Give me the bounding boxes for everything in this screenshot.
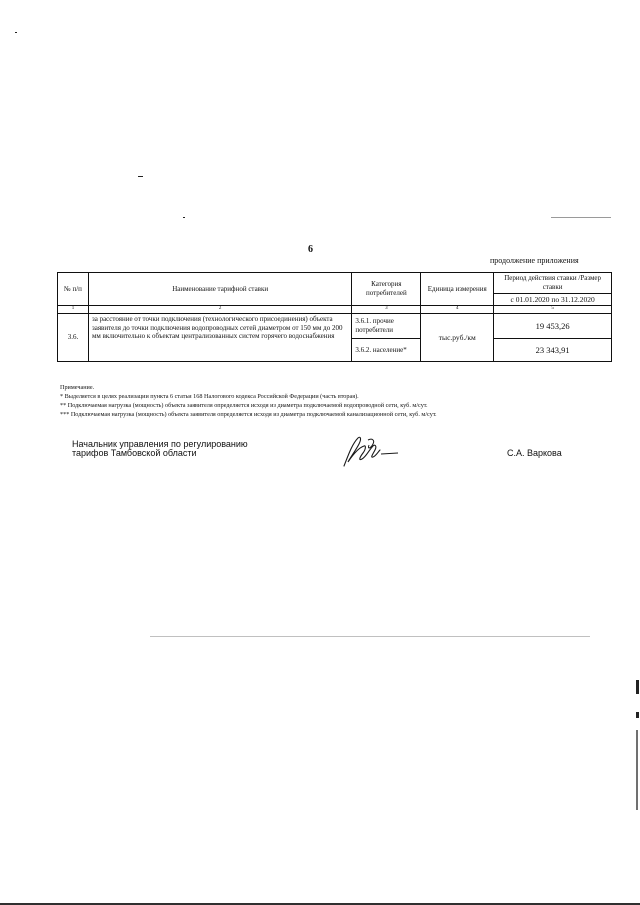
index-cell: 2	[88, 305, 351, 313]
scan-speck	[138, 176, 143, 177]
header-name: Наименование тарифной ставки	[88, 273, 351, 306]
row-num: 3.6.	[58, 313, 89, 361]
note-item: * Выделяется в целях реализации пункта 6 статьи 168 Налогового кодекса Российской Федерации (часть вторая).	[60, 393, 359, 400]
index-cell: 4	[421, 305, 494, 313]
signer-title-line1: Начальник управления по регулированию	[72, 439, 248, 449]
note-item: ** Подключаемая нагрузка (мощность) объекта заявителя определяется исходя из диаметра подключаемой водопроводной сети, куб. м/сут.	[60, 402, 428, 409]
notes-block	[60, 383, 437, 419]
table-row	[58, 313, 612, 338]
row-category-2: 3.6.2. население*	[352, 338, 421, 361]
row-value-1: 19 453,26	[494, 313, 612, 338]
signer-name: С.А. Варкова	[507, 448, 562, 458]
header-num: № п/п	[58, 273, 89, 306]
header-unit: Единица измерения	[421, 273, 494, 306]
notes-title: Примечание.	[60, 384, 95, 391]
row-name: за расстояние от точки подключения (технологического присоединения) объекта заявителя до точки подключения водопроводных сетей диаметром от 150 мм до 200 мм включительно к объектам централизованных систем горячего водоснабжения	[88, 313, 351, 361]
index-cell: 1	[58, 305, 89, 313]
handwritten-signature	[338, 432, 408, 472]
scan-edge-mark	[636, 680, 639, 694]
scan-line	[150, 636, 590, 637]
tariff-table	[57, 272, 612, 362]
scan-speck	[183, 217, 185, 218]
row-category-1: 3.6.1. прочие потребители	[352, 313, 421, 338]
scan-edge-mark	[636, 712, 639, 718]
scan-speck	[15, 32, 17, 33]
signer-title	[72, 440, 248, 458]
page-number: 6	[308, 244, 313, 255]
row-value-2: 23 343,91	[494, 338, 612, 361]
row-unit: тыс.руб./км	[421, 313, 494, 361]
signer-title-line2: тарифов Тамбовской области	[72, 448, 197, 458]
scan-line	[551, 217, 611, 218]
header-category: Категория потребителей	[352, 273, 421, 306]
header-period-title: Период действия ставки /Размер ставки	[494, 273, 612, 294]
continuation-label: продолжение приложения	[490, 256, 579, 265]
scan-edge-mark	[636, 730, 638, 810]
note-item: *** Подключаемая нагрузка (мощность) объекта заявителя определяется исходя из диаметра подключаемой канализационной сети, куб. м/сут.	[60, 411, 437, 418]
index-row	[58, 305, 612, 313]
index-cell: 5	[494, 305, 612, 313]
header-period: с 01.01.2020 по 31.12.2020	[494, 293, 612, 305]
table-header-row	[58, 273, 612, 294]
index-cell: 3	[352, 305, 421, 313]
